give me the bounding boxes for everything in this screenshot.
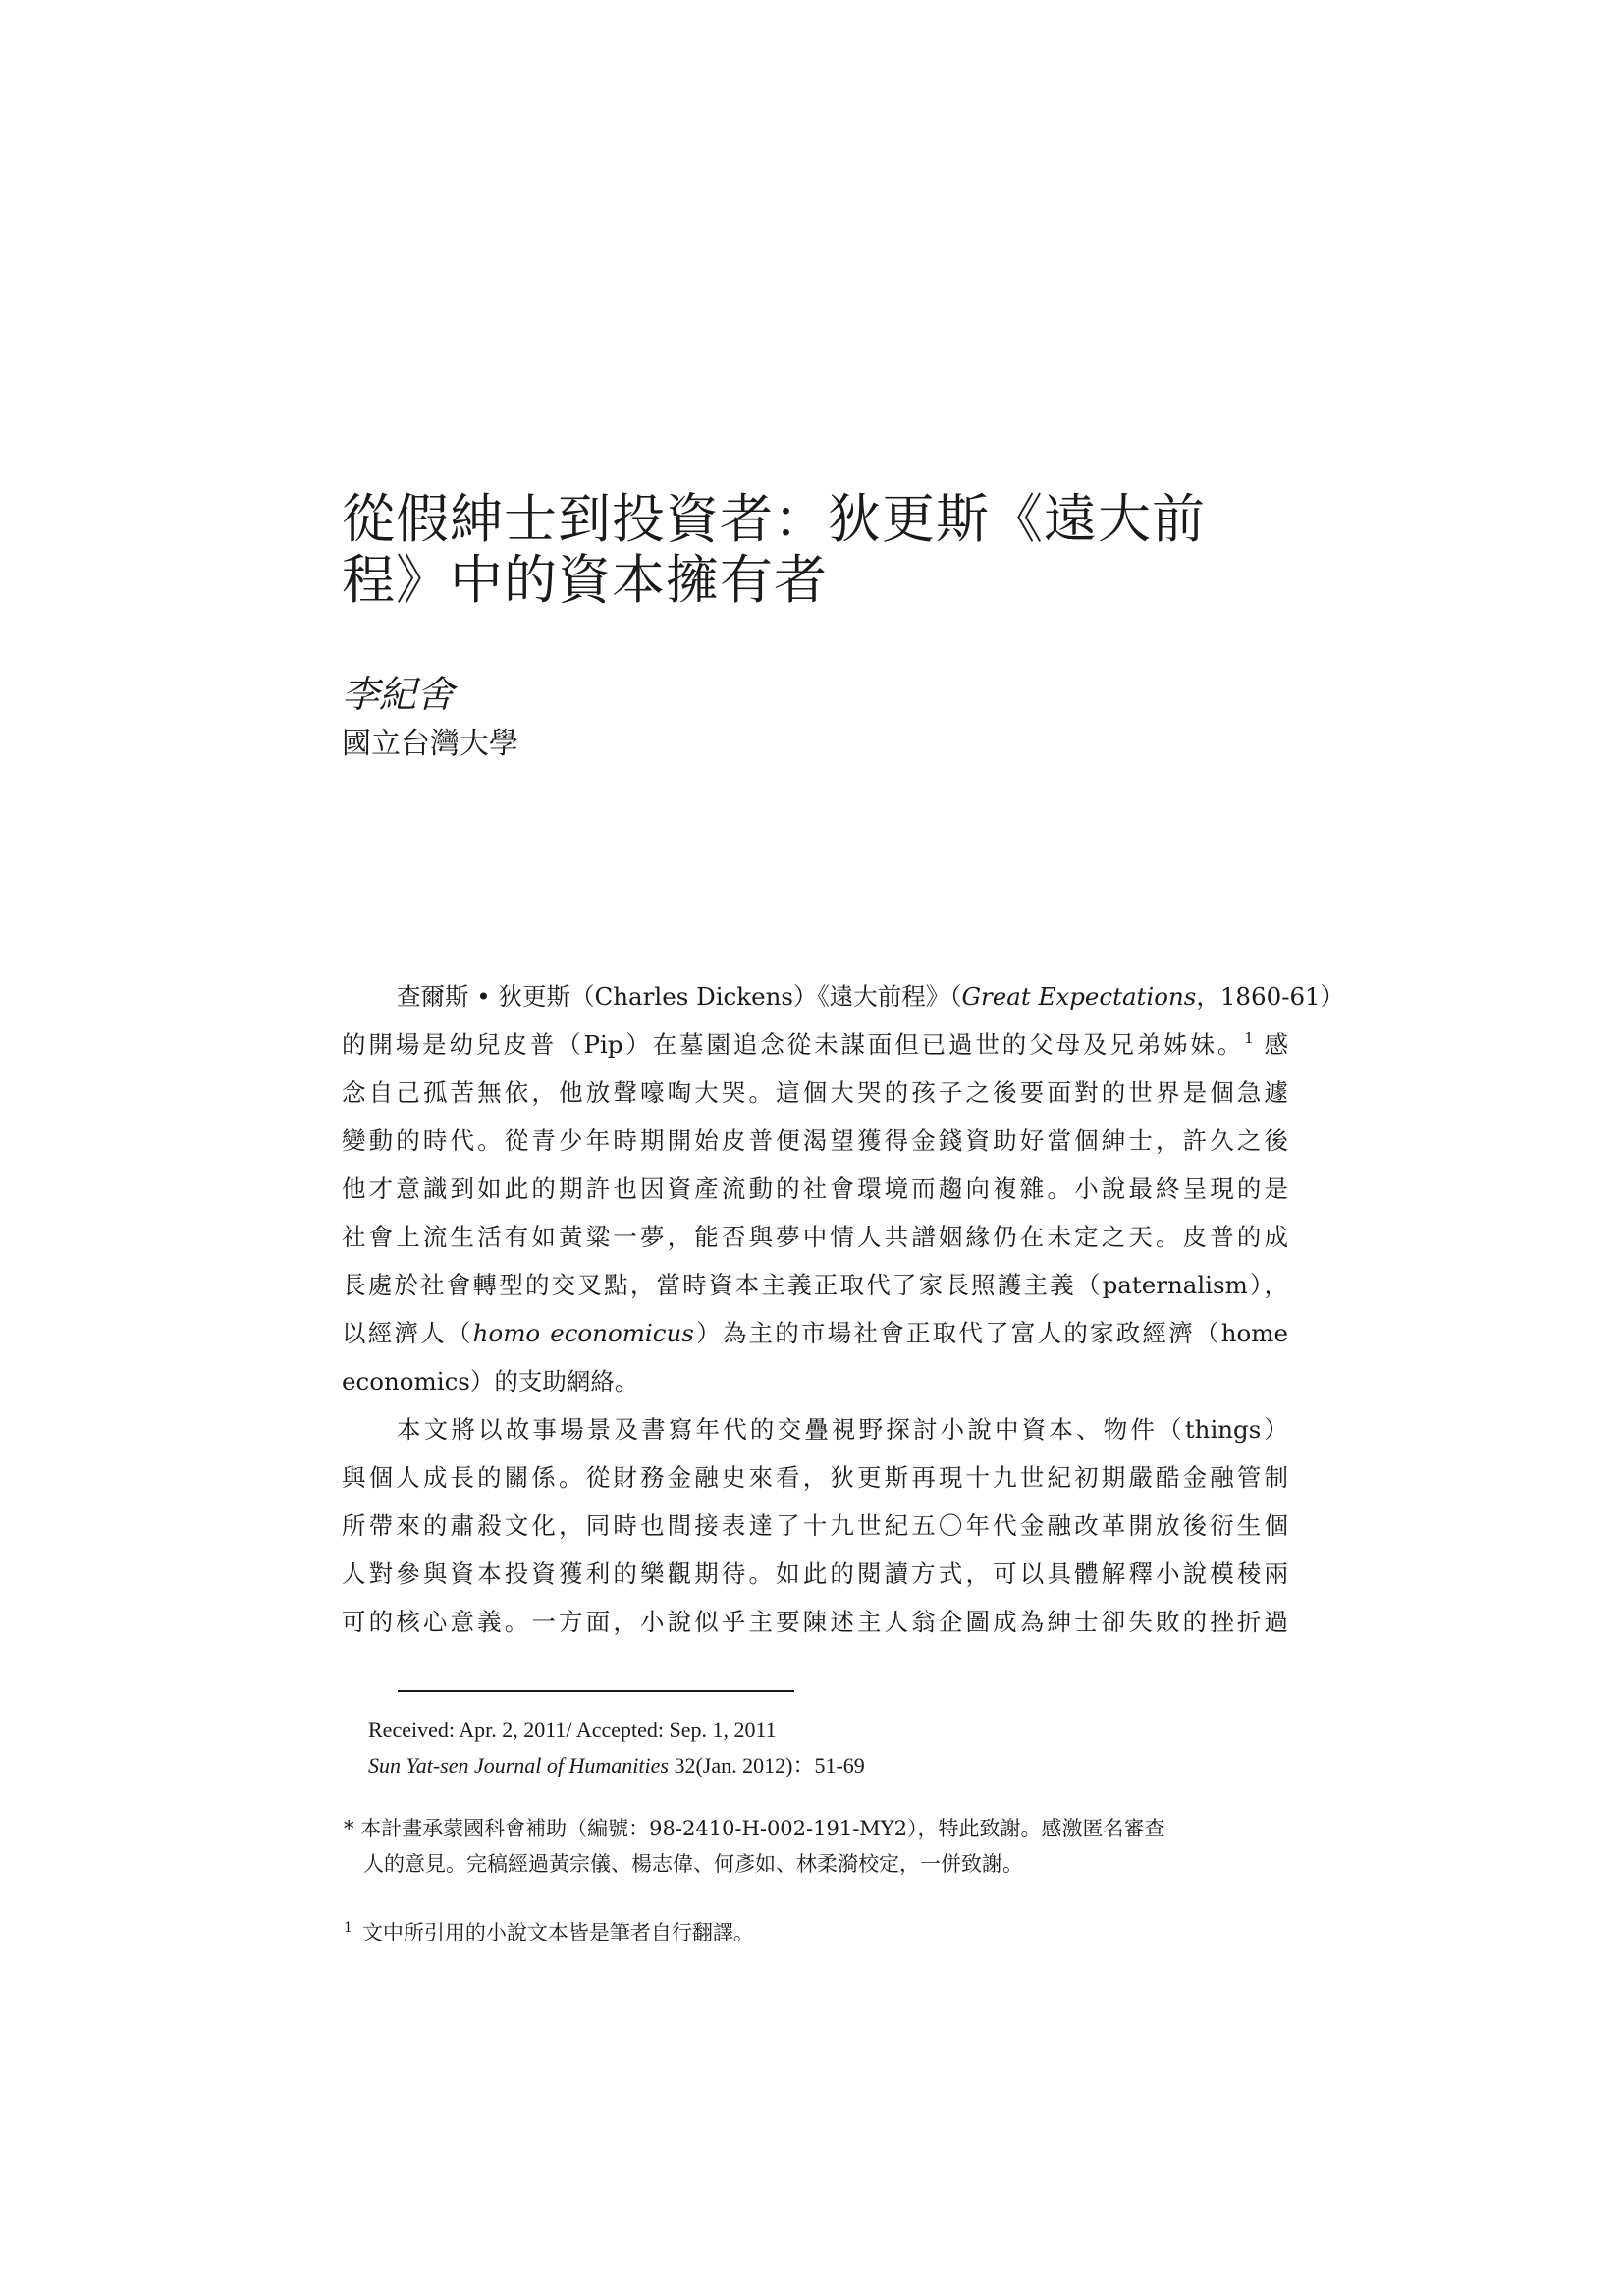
article-title [342,489,1284,611]
footnote-divider [398,1690,794,1692]
novel-title-en: Great Expectations [961,982,1197,1011]
footnote-1 [344,1915,754,1950]
paragraph-2 [342,1405,1288,1646]
footnote-star-mark: * [344,1817,354,1840]
homo-economicus-term: homo economicus [472,1319,694,1347]
paragraph-1 [342,972,1345,1405]
footnote-number: 1 [344,1920,352,1936]
footnote-text: 人的意見。完稿經過黃宗儀、楊志偉、何彥如、林柔漪校定，一併致謝。 [363,1852,1023,1876]
author-name: 李紀舍 [342,673,455,716]
title-line-1: 從假紳士到投資者：狄更斯《遠大前 [342,488,1206,550]
body-line: 變動的時代。從青少年時期開始皮普便渴望獲得金錢資助好當個紳士，許久之後 [342,1126,1288,1155]
article-body [342,972,1345,1646]
body-line: 社會上流生活有如黃粱一夢，能否與夢中情人共譜姻緣仍在未定之天。皮普的成 [342,1223,1288,1251]
body-line: 所帶來的肅殺文化，同時也間接表達了十九世紀五〇年代金融改革開放後衍生個 [342,1511,1288,1540]
body-line: 長處於社會轉型的交叉點，當時資本主義正取代了家長照護主義（paternalism）， [342,1271,1288,1299]
footnote-text: 文中所引用的小說文本皆是筆者自行翻譯。 [361,1921,754,1944]
body-line: 他才意識到如此的期許也因資產流動的社會環境而趨向複雜。小說最終呈現的是 [342,1175,1288,1203]
journal-citation [368,1748,865,1783]
body-line: economics）的支助網絡。 [342,1367,639,1395]
footnote-text: 本計畫承蒙國科會補助（編號：98-2410-H-002-191-MY2），特此致謝。感激匿名審查 [353,1817,1165,1840]
body-line: 以經濟人（homo economicus）為主的市場社會正取代了富人的家政經濟（home [342,1319,1289,1347]
title-line-2: 程》中的資本擁有者 [342,549,828,611]
body-line: 念自己孤苦無依，他放聲嚎啕大哭。這個大哭的孩子之後要面對的世界是個急遽 [342,1078,1288,1107]
body-line: 人對參與資本投資獲利的樂觀期待。如此的閱讀方式，可以具體解釋小說模稜兩 [342,1559,1288,1588]
body-line: 可的核心意義。一方面，小說似乎主要陳述主人翁企圖成為紳士卻失敗的挫折過 [342,1608,1288,1636]
footnote-acknowledgement [344,1811,1290,1882]
footnote-ref-1[interactable]: 1 [1244,1029,1254,1047]
body-line: 本文將以故事場景及書寫年代的交疊視野探討小說中資本、物件（things） [397,1415,1288,1444]
received-accepted-dates: Received: Apr. 2, 2011/ Accepted: Sep. 1, 2011 [368,1718,777,1742]
body-line: 查爾斯 • 狄更斯（Charles Dickens）《遠大前程》（Great Expectations，1860-61） [397,982,1345,1011]
author-affiliation: 國立台灣大學 [342,727,518,761]
body-line: 的開場是幼兒皮普（Pip）在墓園追念從未謀面但已過世的父母及兄弟姊妹。$^1$ 感 [342,1029,1288,1059]
body-line: 與個人成長的關係。從財務金融史來看，狄更斯再現十九世紀初期嚴酷金融管制 [342,1463,1288,1492]
journal-issue: 32(Jan. 2012)：51-69 [668,1753,865,1777]
publication-info [368,1713,865,1783]
journal-name: Sun Yat-sen Journal of Humanities [368,1753,669,1777]
